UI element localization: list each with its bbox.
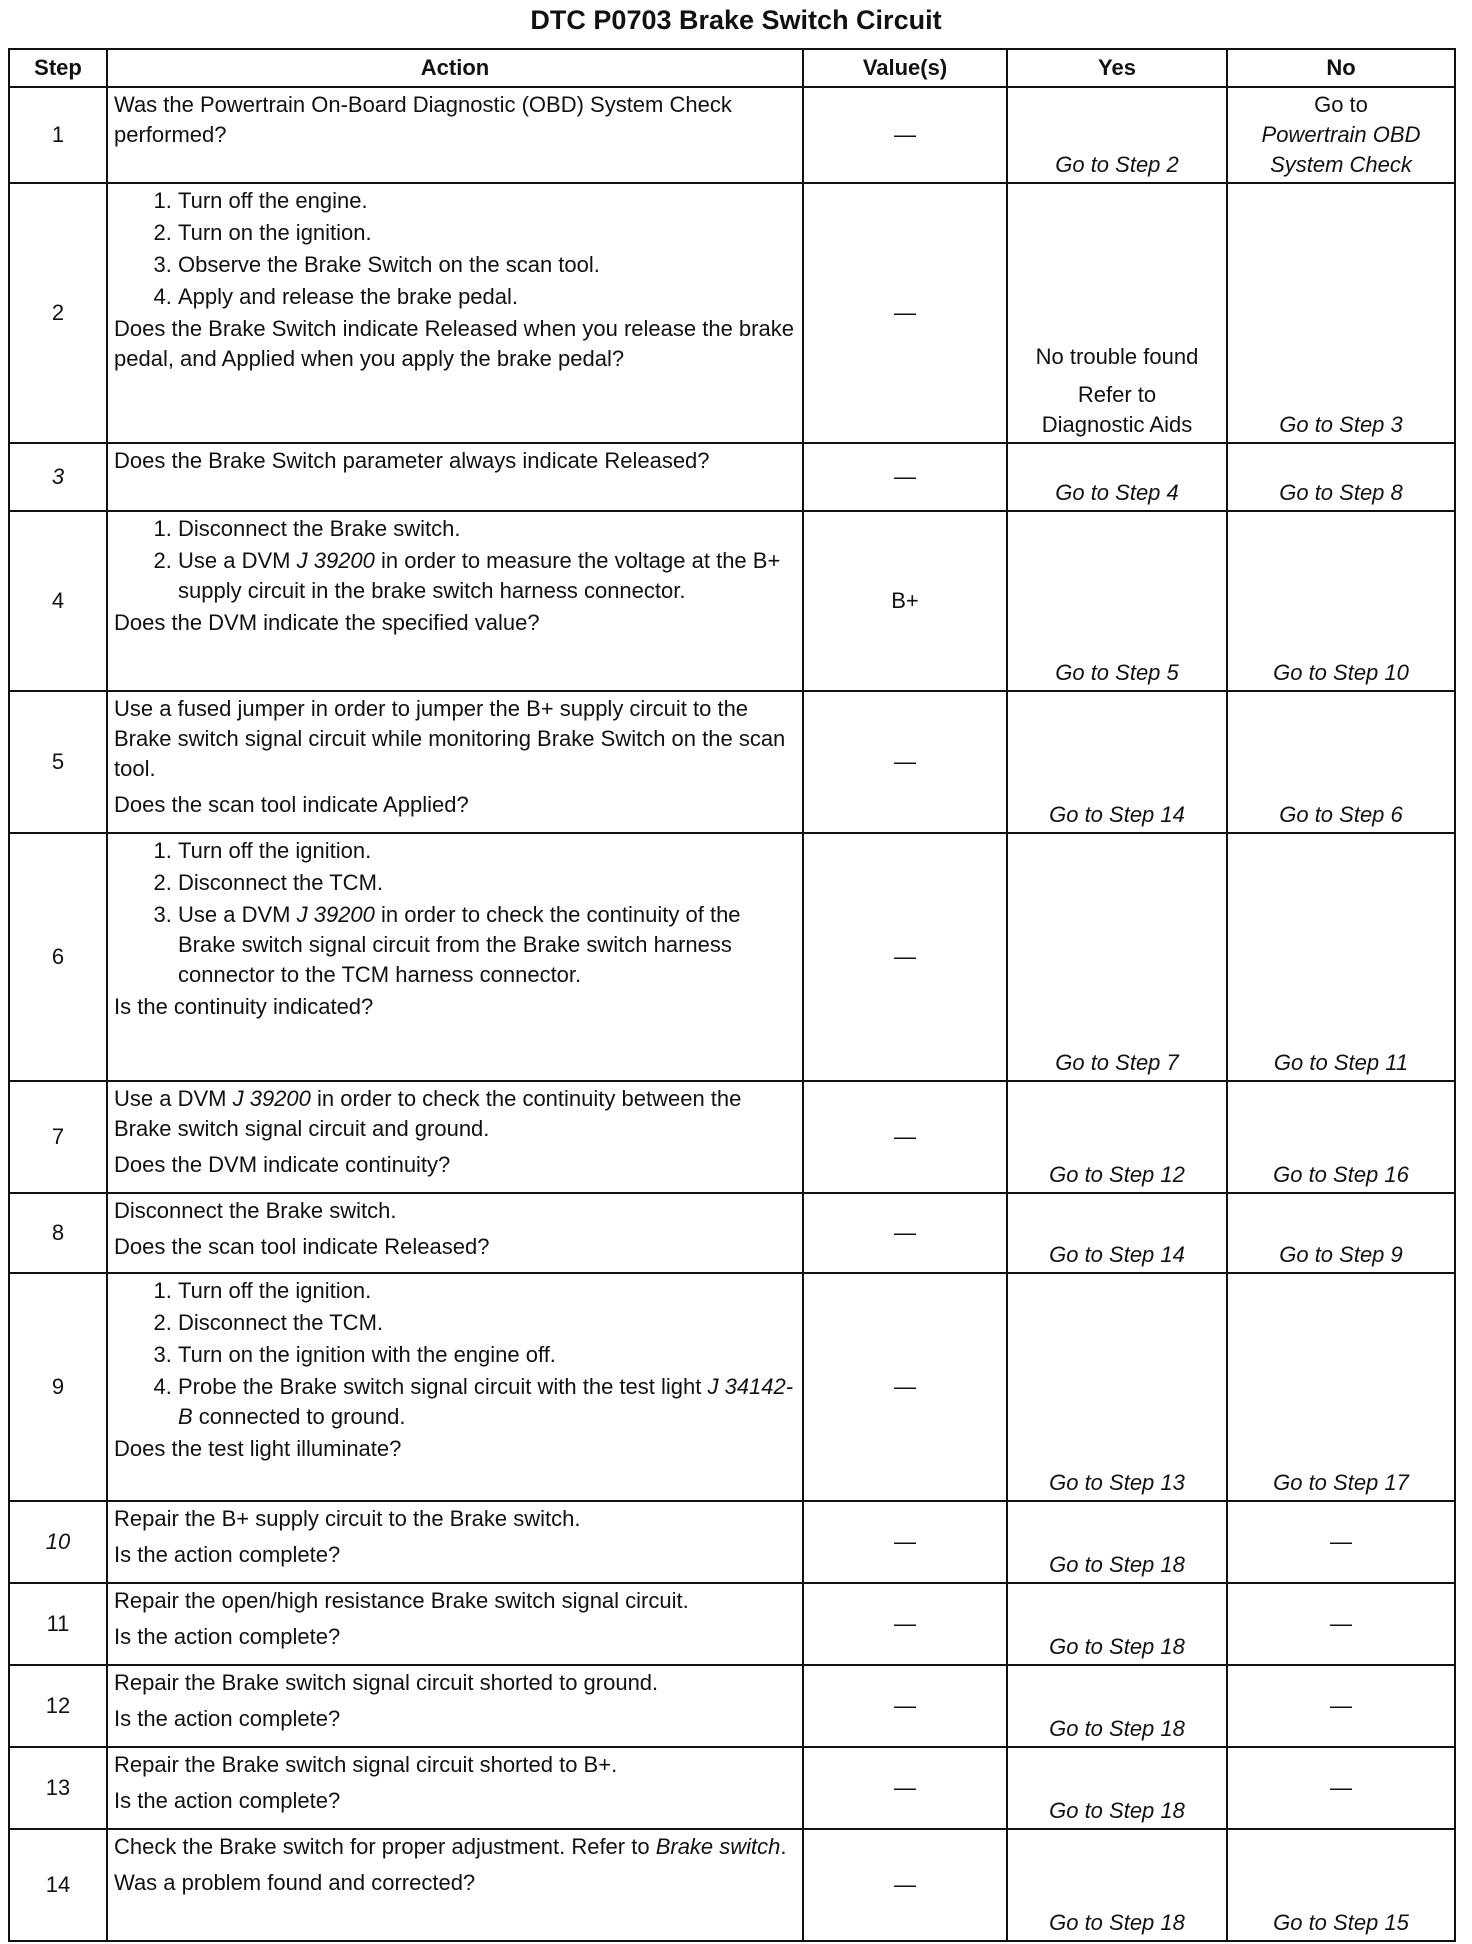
action-text: Repair the B+ supply circuit to the Brake switch.: [114, 1506, 581, 1531]
table-row: [9, 1273, 1455, 1501]
step-number: 14: [9, 1829, 107, 1941]
value-cell: —: [803, 1665, 1007, 1747]
action-question: Is the action complete?: [114, 1788, 341, 1813]
action-step: 3. Turn on the ignition with the engine off.: [178, 1340, 796, 1372]
table-row: [9, 1747, 1455, 1829]
value-cell: —: [803, 1747, 1007, 1829]
no-cell: Go to Step 11: [1227, 833, 1455, 1081]
table-row: [9, 511, 1455, 691]
step-text: Use a DVM: [178, 548, 297, 573]
no-cell: Go to Step 17: [1227, 1273, 1455, 1501]
yes-cell: Go to Step 4: [1007, 443, 1227, 511]
no-prefix: Go to: [1314, 92, 1368, 117]
yes-cell: Go to Step 14: [1007, 691, 1227, 833]
yes-cell: Go to Step 18: [1007, 1665, 1227, 1747]
action-cell: [107, 1747, 803, 1829]
action-cell: [107, 1829, 803, 1941]
action-text-part: in order to check the continuity between the Brake switch signal circuit and ground.: [114, 1086, 742, 1141]
table-row: [9, 1501, 1455, 1583]
action-step: [178, 1372, 796, 1434]
step-number: 9: [9, 1273, 107, 1501]
value-cell: —: [803, 1193, 1007, 1273]
action-cell: [107, 443, 803, 511]
action-question: Does the Brake Switch indicate Released when you release the brake pedal, and Applied when you apply the brake pedal?: [114, 316, 794, 371]
step-text: in order to measure the voltage at the B+ supply circuit in the brake switch harness connector.: [178, 548, 781, 603]
action-cell: [107, 1501, 803, 1583]
diagnostic-table: [8, 48, 1456, 1942]
action-steps: [114, 514, 796, 608]
table-row: [9, 1829, 1455, 1941]
table-row: [9, 1665, 1455, 1747]
action-cell: [107, 1081, 803, 1193]
page-title: DTC P0703 Brake Switch Circuit: [530, 5, 942, 35]
value-cell: —: [803, 1273, 1007, 1501]
no-cell: Go to Step 15: [1227, 1829, 1455, 1941]
action-step: 2. Disconnect the TCM.: [178, 868, 796, 900]
action-question: Does the test light illuminate?: [114, 1436, 402, 1461]
value-cell: —: [803, 1501, 1007, 1583]
step-number: 12: [9, 1665, 107, 1747]
value-cell: —: [803, 691, 1007, 833]
action-cell: [107, 183, 803, 443]
step-number: 7: [9, 1081, 107, 1193]
header-no: No: [1227, 49, 1455, 87]
no-cell: Go to Step 16: [1227, 1081, 1455, 1193]
no-cell: —: [1227, 1583, 1455, 1665]
yes-line: Refer to: [1077, 382, 1157, 407]
no-cell: —: [1227, 1501, 1455, 1583]
value-cell: —: [803, 1583, 1007, 1665]
value-cell: —: [803, 443, 1007, 511]
no-cell: Go to Step 10: [1227, 511, 1455, 691]
table-row: [9, 1583, 1455, 1665]
action-text-part: Check the Brake switch for proper adjustment. Refer to: [114, 1834, 656, 1859]
step-text: Probe the Brake switch signal circuit with the test light: [178, 1374, 708, 1399]
yes-cell: Go to Step 12: [1007, 1081, 1227, 1193]
value-cell: —: [803, 833, 1007, 1081]
step-number: 3: [9, 443, 107, 511]
action-cell: [107, 833, 803, 1081]
action-text: [114, 1084, 796, 1144]
yes-cell: Go to Step 2: [1007, 87, 1227, 183]
action-step: 1. Turn off the ignition.: [178, 1276, 796, 1308]
action-text: Repair the Brake switch signal circuit shorted to ground.: [114, 1670, 659, 1695]
no-cell: Go to Step 8: [1227, 443, 1455, 511]
yes-cell: Go to Step 13: [1007, 1273, 1227, 1501]
no-reference: Powertrain OBD System Check: [1261, 122, 1421, 177]
header-action: Action: [107, 49, 803, 87]
step-number: 1: [9, 87, 107, 183]
yes-cell: [1007, 183, 1227, 443]
action-step: [178, 546, 796, 608]
action-cell: [107, 691, 803, 833]
step-number: 6: [9, 833, 107, 1081]
value-cell: B+: [803, 511, 1007, 691]
step-number: 10: [9, 1501, 107, 1583]
action-steps: [114, 186, 796, 314]
step-number: 11: [9, 1583, 107, 1665]
action-steps: [114, 1276, 796, 1434]
value-cell: —: [803, 1829, 1007, 1941]
action-question: Is the action complete?: [114, 1542, 341, 1567]
tool-reference: J 39200: [296, 902, 375, 927]
yes-line: No trouble found: [1035, 344, 1199, 369]
action-question: Does the scan tool indicate Released?: [114, 1234, 490, 1259]
no-cell: —: [1227, 1665, 1455, 1747]
action-question: Is the continuity indicated?: [114, 994, 374, 1019]
action-question: Does the DVM indicate continuity?: [114, 1152, 451, 1177]
action-step: 1. Turn off the ignition.: [178, 836, 796, 868]
action-step: 4. Apply and release the brake pedal.: [178, 282, 796, 314]
step-number: 4: [9, 511, 107, 691]
step-text: Use a DVM: [178, 902, 297, 927]
table-header-row: [9, 49, 1455, 87]
table-row: [9, 443, 1455, 511]
no-cell: —: [1227, 1747, 1455, 1829]
header-values: Value(s): [803, 49, 1007, 87]
yes-cell: Go to Step 18: [1007, 1829, 1227, 1941]
value-cell: —: [803, 1081, 1007, 1193]
yes-cell: Go to Step 14: [1007, 1193, 1227, 1273]
header-yes: Yes: [1007, 49, 1227, 87]
action-question: Does the DVM indicate the specified value?: [114, 610, 540, 635]
yes-cell: Go to Step 5: [1007, 511, 1227, 691]
step-number: 13: [9, 1747, 107, 1829]
action-cell: [107, 1273, 803, 1501]
procedure-reference: Brake switch: [655, 1834, 781, 1859]
action-text-part: .: [780, 1834, 787, 1859]
tool-reference: J 39200: [232, 1086, 311, 1111]
action-question: Was a problem found and corrected?: [114, 1870, 476, 1895]
yes-cell: Go to Step 7: [1007, 833, 1227, 1081]
action-question: Is the action complete?: [114, 1624, 341, 1649]
action-step: 2. Disconnect the TCM.: [178, 1308, 796, 1340]
action-text: Repair the open/high resistance Brake switch signal circuit.: [114, 1588, 689, 1613]
action-text: [114, 1832, 796, 1862]
no-cell: Go to Step 6: [1227, 691, 1455, 833]
action-cell: [107, 1193, 803, 1273]
value-cell: —: [803, 87, 1007, 183]
action-cell: [107, 87, 803, 183]
action-question: Is the action complete?: [114, 1706, 341, 1731]
step-text: connected to ground.: [192, 1404, 406, 1429]
step-number: 2: [9, 183, 107, 443]
table-row: [9, 87, 1455, 183]
action-question: Does the Brake Switch parameter always indicate Released?: [114, 448, 710, 473]
no-cell: Go to Step 9: [1227, 1193, 1455, 1273]
yes-line: Diagnostic Aids: [1041, 412, 1193, 437]
value-cell: —: [803, 183, 1007, 443]
action-text: Repair the Brake switch signal circuit shorted to B+.: [114, 1752, 618, 1777]
tool-reference: J 39200: [296, 548, 375, 573]
step-number: 8: [9, 1193, 107, 1273]
action-step: 1. Turn off the engine.: [178, 186, 796, 218]
action-text: Disconnect the Brake switch.: [114, 1198, 397, 1223]
action-step: [178, 900, 796, 992]
table-row: [9, 691, 1455, 833]
step-number: 5: [9, 691, 107, 833]
action-text-part: Use a DVM: [114, 1086, 233, 1111]
action-cell: [107, 1665, 803, 1747]
step-text: in order to check the continuity of the Brake switch signal circuit from the Brake switch harness connector to the TCM harness connector.: [178, 902, 741, 987]
action-question: Does the scan tool indicate Applied?: [114, 792, 469, 817]
action-step: 3. Observe the Brake Switch on the scan tool.: [178, 250, 796, 282]
action-cell: [107, 1583, 803, 1665]
header-step: Step: [9, 49, 107, 87]
yes-cell: Go to Step 18: [1007, 1747, 1227, 1829]
action-text: Use a fused jumper in order to jumper the B+ supply circuit to the Brake switch signal circuit while monitoring Brake Switch on the scan tool.: [114, 696, 786, 781]
yes-cell: Go to Step 18: [1007, 1583, 1227, 1665]
table-row: [9, 833, 1455, 1081]
yes-cell: Go to Step 18: [1007, 1501, 1227, 1583]
no-cell: Go to Step 3: [1227, 183, 1455, 443]
action-step: 2. Turn on the ignition.: [178, 218, 796, 250]
no-cell: [1227, 87, 1455, 183]
action-cell: [107, 511, 803, 691]
table-row: [9, 1081, 1455, 1193]
action-step: 1. Disconnect the Brake switch.: [178, 514, 796, 546]
table-row: [9, 183, 1455, 443]
action-steps: [114, 836, 796, 992]
table-row: [9, 1193, 1455, 1273]
tool-reference: J 34142-B: [178, 1374, 794, 1429]
action-question: Was the Powertrain On-Board Diagnostic (OBD) System Check performed?: [114, 92, 732, 147]
